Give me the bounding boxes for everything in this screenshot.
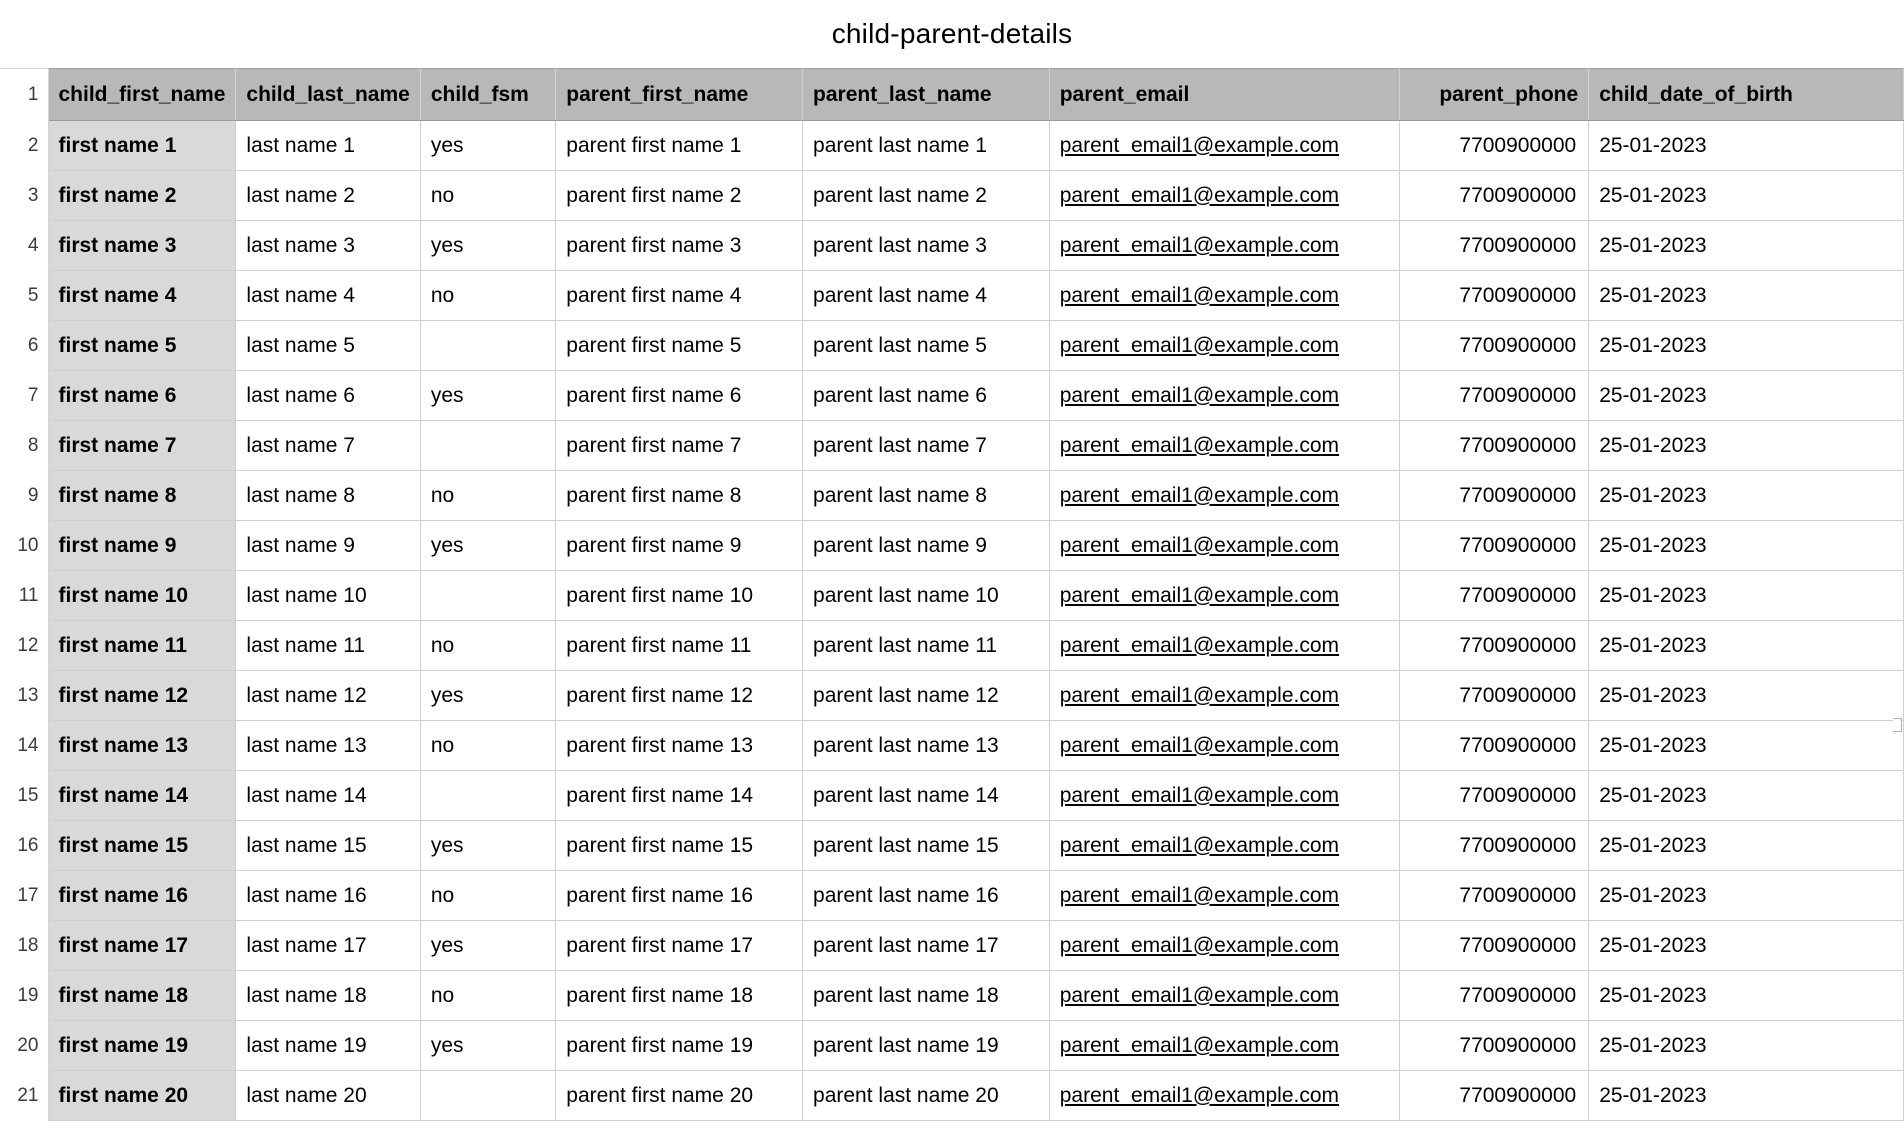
table-row xyxy=(0,271,1904,321)
cell-parent-first-name[interactable]: parent first name 5 xyxy=(556,321,803,371)
cell-parent-phone[interactable]: 7700900000 xyxy=(1400,271,1589,321)
table-row xyxy=(0,571,1904,621)
email-link[interactable]: parent_email1@example.com xyxy=(1059,633,1340,657)
cell-child-last-name[interactable]: last name 11 xyxy=(236,621,420,671)
table-row xyxy=(0,971,1904,1021)
cell-child-first-name[interactable]: first name 16 xyxy=(48,871,236,921)
cell-child-last-name[interactable]: last name 20 xyxy=(236,1071,420,1121)
row-number[interactable]: 3 xyxy=(0,171,48,221)
cell-child-date-of-birth[interactable]: 25-01-2023 xyxy=(1589,971,1904,1021)
cell-parent-last-name[interactable]: parent last name 17 xyxy=(803,921,1050,971)
column-header-parent-first-name[interactable]: parent_first_name xyxy=(556,69,803,121)
column-header-child-date-of-birth[interactable]: child_date_of_birth xyxy=(1589,69,1904,121)
cell-parent-last-name[interactable]: parent last name 3 xyxy=(803,221,1050,271)
table-row xyxy=(0,921,1904,971)
cell-child-date-of-birth[interactable]: 25-01-2023 xyxy=(1589,421,1904,471)
cell-child-date-of-birth[interactable]: 25-01-2023 xyxy=(1589,471,1904,521)
email-link[interactable]: parent_email1@example.com xyxy=(1059,983,1340,1007)
cell-child-fsm[interactable] xyxy=(420,1071,555,1121)
cell-parent-first-name[interactable]: parent first name 7 xyxy=(556,421,803,471)
cell-child-fsm[interactable]: yes xyxy=(420,921,555,971)
table-row xyxy=(0,771,1904,821)
cell-child-last-name[interactable]: last name 1 xyxy=(236,121,420,171)
email-link[interactable]: parent_email1@example.com xyxy=(1059,233,1340,257)
cell-parent-last-name[interactable]: parent last name 13 xyxy=(803,721,1050,771)
cell-child-first-name[interactable]: first name 17 xyxy=(48,921,236,971)
cell-parent-last-name[interactable]: parent last name 2 xyxy=(803,171,1050,221)
cell-parent-phone[interactable]: 7700900000 xyxy=(1400,121,1589,171)
row-number[interactable]: 5 xyxy=(0,271,48,321)
data-table xyxy=(0,68,1904,1121)
table-row xyxy=(0,471,1904,521)
cell-child-first-name[interactable]: first name 12 xyxy=(48,671,236,721)
cell-parent-phone[interactable]: 7700900000 xyxy=(1400,1021,1589,1071)
cell-child-date-of-birth[interactable]: 25-01-2023 xyxy=(1589,321,1904,371)
cell-parent-phone[interactable]: 7700900000 xyxy=(1400,371,1589,421)
cell-child-last-name[interactable]: last name 3 xyxy=(236,221,420,271)
table-row xyxy=(0,421,1904,471)
cell-child-first-name[interactable]: first name 20 xyxy=(48,1071,236,1121)
cell-child-fsm[interactable]: yes xyxy=(420,521,555,571)
row-number[interactable]: 19 xyxy=(0,971,48,1021)
cell-parent-first-name[interactable]: parent first name 17 xyxy=(556,921,803,971)
cell-parent-first-name[interactable]: parent first name 2 xyxy=(556,171,803,221)
cell-parent-last-name[interactable]: parent last name 16 xyxy=(803,871,1050,921)
cell-child-first-name[interactable]: first name 3 xyxy=(48,221,236,271)
row-number[interactable]: 7 xyxy=(0,371,48,421)
cell-child-last-name[interactable]: last name 17 xyxy=(236,921,420,971)
cell-parent-phone[interactable]: 7700900000 xyxy=(1400,571,1589,621)
cell-child-first-name[interactable]: first name 10 xyxy=(48,571,236,621)
cell-parent-email[interactable] xyxy=(1049,121,1399,171)
cell-child-first-name[interactable]: first name 4 xyxy=(48,271,236,321)
cell-parent-first-name[interactable]: parent first name 3 xyxy=(556,221,803,271)
cell-parent-email[interactable] xyxy=(1049,521,1399,571)
cell-parent-first-name[interactable]: parent first name 8 xyxy=(556,471,803,521)
cell-child-date-of-birth[interactable]: 25-01-2023 xyxy=(1589,721,1904,771)
email-link[interactable]: parent_email1@example.com xyxy=(1059,483,1340,507)
email-link[interactable]: parent_email1@example.com xyxy=(1059,383,1340,407)
row-number[interactable]: 11 xyxy=(0,571,48,621)
cell-parent-phone[interactable]: 7700900000 xyxy=(1400,621,1589,671)
cell-child-last-name[interactable]: last name 16 xyxy=(236,871,420,921)
table-row xyxy=(0,1021,1904,1071)
column-header-child-fsm[interactable]: child_fsm xyxy=(420,69,555,121)
cell-parent-email[interactable] xyxy=(1049,971,1399,1021)
row-number[interactable]: 15 xyxy=(0,771,48,821)
cell-child-fsm[interactable] xyxy=(420,571,555,621)
table-row xyxy=(0,171,1904,221)
cell-child-first-name[interactable]: first name 9 xyxy=(48,521,236,571)
email-link[interactable]: parent_email1@example.com xyxy=(1059,1083,1340,1107)
email-link[interactable]: parent_email1@example.com xyxy=(1059,283,1340,307)
cell-child-first-name[interactable]: first name 14 xyxy=(48,771,236,821)
row-number[interactable]: 1 xyxy=(0,69,48,121)
email-link[interactable]: parent_email1@example.com xyxy=(1059,333,1340,357)
email-link[interactable]: parent_email1@example.com xyxy=(1059,933,1340,957)
cell-parent-email[interactable] xyxy=(1049,571,1399,621)
email-link[interactable]: parent_email1@example.com xyxy=(1059,433,1340,457)
cell-parent-last-name[interactable]: parent last name 10 xyxy=(803,571,1050,621)
cell-child-last-name[interactable]: last name 5 xyxy=(236,321,420,371)
cell-parent-last-name[interactable]: parent last name 12 xyxy=(803,671,1050,721)
cell-parent-last-name[interactable]: parent last name 19 xyxy=(803,1021,1050,1071)
cell-child-first-name[interactable]: first name 6 xyxy=(48,371,236,421)
cell-parent-last-name[interactable]: parent last name 20 xyxy=(803,1071,1050,1121)
cell-parent-first-name[interactable]: parent first name 13 xyxy=(556,721,803,771)
cell-child-last-name[interactable]: last name 6 xyxy=(236,371,420,421)
cell-child-last-name[interactable]: last name 4 xyxy=(236,271,420,321)
cell-parent-phone[interactable]: 7700900000 xyxy=(1400,521,1589,571)
table-row xyxy=(0,871,1904,921)
email-link[interactable]: parent_email1@example.com xyxy=(1059,733,1340,757)
cell-child-fsm[interactable]: no xyxy=(420,471,555,521)
cell-parent-phone[interactable]: 7700900000 xyxy=(1400,321,1589,371)
cell-child-last-name[interactable]: last name 12 xyxy=(236,671,420,721)
cell-child-date-of-birth[interactable]: 25-01-2023 xyxy=(1589,221,1904,271)
email-link[interactable]: parent_email1@example.com xyxy=(1059,1033,1340,1057)
email-link[interactable]: parent_email1@example.com xyxy=(1059,833,1340,857)
cell-child-fsm[interactable] xyxy=(420,771,555,821)
column-header-parent-email[interactable]: parent_email xyxy=(1049,69,1399,121)
column-resize-handle[interactable] xyxy=(1893,718,1902,732)
cell-parent-last-name[interactable]: parent last name 15 xyxy=(803,821,1050,871)
cell-child-first-name[interactable]: first name 11 xyxy=(48,621,236,671)
cell-child-last-name[interactable]: last name 8 xyxy=(236,471,420,521)
table-body xyxy=(0,121,1904,1121)
table-row xyxy=(0,371,1904,421)
cell-child-last-name[interactable]: last name 15 xyxy=(236,821,420,871)
cell-child-date-of-birth[interactable]: 25-01-2023 xyxy=(1589,671,1904,721)
cell-child-date-of-birth[interactable]: 25-01-2023 xyxy=(1589,571,1904,621)
cell-parent-last-name[interactable]: parent last name 1 xyxy=(803,121,1050,171)
cell-parent-last-name[interactable]: parent last name 14 xyxy=(803,771,1050,821)
row-number[interactable]: 12 xyxy=(0,621,48,671)
cell-child-fsm[interactable]: no xyxy=(420,171,555,221)
cell-parent-email[interactable] xyxy=(1049,1021,1399,1071)
cell-parent-email[interactable] xyxy=(1049,221,1399,271)
table-row xyxy=(0,521,1904,571)
row-number[interactable]: 18 xyxy=(0,921,48,971)
cell-parent-phone[interactable]: 7700900000 xyxy=(1400,171,1589,221)
cell-parent-phone[interactable]: 7700900000 xyxy=(1400,871,1589,921)
row-number[interactable]: 20 xyxy=(0,1021,48,1071)
cell-parent-email[interactable] xyxy=(1049,771,1399,821)
cell-child-fsm[interactable]: no xyxy=(420,621,555,671)
cell-parent-email[interactable] xyxy=(1049,371,1399,421)
row-number[interactable]: 16 xyxy=(0,821,48,871)
cell-parent-phone[interactable]: 7700900000 xyxy=(1400,471,1589,521)
table-header-row xyxy=(0,69,1904,121)
cell-child-date-of-birth[interactable]: 25-01-2023 xyxy=(1589,371,1904,421)
cell-child-date-of-birth[interactable]: 25-01-2023 xyxy=(1589,121,1904,171)
cell-child-last-name[interactable]: last name 14 xyxy=(236,771,420,821)
cell-parent-first-name[interactable]: parent first name 9 xyxy=(556,521,803,571)
cell-parent-email[interactable] xyxy=(1049,271,1399,321)
cell-parent-email[interactable] xyxy=(1049,321,1399,371)
cell-child-fsm[interactable]: yes xyxy=(420,121,555,171)
cell-child-first-name[interactable]: first name 2 xyxy=(48,171,236,221)
table-row xyxy=(0,121,1904,171)
cell-parent-first-name[interactable]: parent first name 12 xyxy=(556,671,803,721)
row-number[interactable]: 10 xyxy=(0,521,48,571)
cell-child-date-of-birth[interactable]: 25-01-2023 xyxy=(1589,821,1904,871)
row-number[interactable]: 9 xyxy=(0,471,48,521)
row-number[interactable]: 17 xyxy=(0,871,48,921)
row-number[interactable]: 4 xyxy=(0,221,48,271)
cell-parent-email[interactable] xyxy=(1049,721,1399,771)
email-link[interactable]: parent_email1@example.com xyxy=(1059,533,1340,557)
cell-child-last-name[interactable]: last name 10 xyxy=(236,571,420,621)
cell-child-fsm[interactable]: no xyxy=(420,971,555,1021)
cell-parent-first-name[interactable]: parent first name 11 xyxy=(556,621,803,671)
table-row xyxy=(0,321,1904,371)
table-row xyxy=(0,721,1904,771)
row-number[interactable]: 13 xyxy=(0,671,48,721)
cell-parent-first-name[interactable]: parent first name 10 xyxy=(556,571,803,621)
cell-child-fsm[interactable]: yes xyxy=(420,671,555,721)
cell-child-fsm[interactable]: yes xyxy=(420,1021,555,1071)
cell-parent-last-name[interactable]: parent last name 9 xyxy=(803,521,1050,571)
cell-child-first-name[interactable]: first name 15 xyxy=(48,821,236,871)
cell-parent-phone[interactable]: 7700900000 xyxy=(1400,921,1589,971)
cell-parent-last-name[interactable]: parent last name 7 xyxy=(803,421,1050,471)
cell-parent-phone[interactable]: 7700900000 xyxy=(1400,721,1589,771)
cell-parent-phone[interactable]: 7700900000 xyxy=(1400,1071,1589,1121)
table-row xyxy=(0,221,1904,271)
cell-parent-phone[interactable]: 7700900000 xyxy=(1400,971,1589,1021)
cell-child-first-name[interactable]: first name 19 xyxy=(48,1021,236,1071)
cell-child-first-name[interactable]: first name 13 xyxy=(48,721,236,771)
cell-parent-first-name[interactable]: parent first name 16 xyxy=(556,871,803,921)
cell-parent-email[interactable] xyxy=(1049,821,1399,871)
row-number[interactable]: 8 xyxy=(0,421,48,471)
cell-parent-email[interactable] xyxy=(1049,871,1399,921)
row-number[interactable]: 21 xyxy=(0,1071,48,1121)
cell-parent-phone[interactable]: 7700900000 xyxy=(1400,671,1589,721)
column-header-parent-last-name[interactable]: parent_last_name xyxy=(803,69,1050,121)
cell-parent-first-name[interactable]: parent first name 14 xyxy=(556,771,803,821)
cell-child-first-name[interactable]: first name 5 xyxy=(48,321,236,371)
cell-parent-first-name[interactable]: parent first name 6 xyxy=(556,371,803,421)
cell-parent-email[interactable] xyxy=(1049,671,1399,721)
cell-parent-last-name[interactable]: parent last name 4 xyxy=(803,271,1050,321)
cell-parent-phone[interactable]: 7700900000 xyxy=(1400,771,1589,821)
cell-parent-first-name[interactable]: parent first name 4 xyxy=(556,271,803,321)
cell-parent-first-name[interactable]: parent first name 15 xyxy=(556,821,803,871)
cell-parent-last-name[interactable]: parent last name 6 xyxy=(803,371,1050,421)
cell-child-date-of-birth[interactable]: 25-01-2023 xyxy=(1589,171,1904,221)
cell-child-date-of-birth[interactable]: 25-01-2023 xyxy=(1589,521,1904,571)
column-header-child-first-name[interactable]: child_first_name xyxy=(48,69,236,121)
cell-parent-email[interactable] xyxy=(1049,621,1399,671)
cell-child-date-of-birth[interactable]: 25-01-2023 xyxy=(1589,1071,1904,1121)
table-row xyxy=(0,621,1904,671)
table-row xyxy=(0,1071,1904,1121)
row-number[interactable]: 2 xyxy=(0,121,48,171)
cell-child-last-name[interactable]: last name 9 xyxy=(236,521,420,571)
cell-child-last-name[interactable]: last name 13 xyxy=(236,721,420,771)
column-header-child-last-name[interactable]: child_last_name xyxy=(236,69,420,121)
cell-child-first-name[interactable]: first name 8 xyxy=(48,471,236,521)
cell-child-first-name[interactable]: first name 18 xyxy=(48,971,236,1021)
cell-child-fsm[interactable]: yes xyxy=(420,221,555,271)
email-link[interactable]: parent_email1@example.com xyxy=(1059,583,1340,607)
cell-parent-phone[interactable]: 7700900000 xyxy=(1400,421,1589,471)
email-link[interactable]: parent_email1@example.com xyxy=(1059,883,1340,907)
email-link[interactable]: parent_email1@example.com xyxy=(1059,133,1340,157)
cell-child-date-of-birth[interactable]: 25-01-2023 xyxy=(1589,871,1904,921)
cell-parent-phone[interactable]: 7700900000 xyxy=(1400,821,1589,871)
cell-child-date-of-birth[interactable]: 25-01-2023 xyxy=(1589,921,1904,971)
email-link[interactable]: parent_email1@example.com xyxy=(1059,183,1340,207)
cell-parent-first-name[interactable]: parent first name 1 xyxy=(556,121,803,171)
cell-child-last-name[interactable]: last name 19 xyxy=(236,1021,420,1071)
cell-child-fsm[interactable]: yes xyxy=(420,821,555,871)
cell-child-fsm[interactable] xyxy=(420,321,555,371)
cell-child-first-name[interactable]: first name 1 xyxy=(48,121,236,171)
cell-child-date-of-birth[interactable]: 25-01-2023 xyxy=(1589,621,1904,671)
cell-parent-email[interactable] xyxy=(1049,171,1399,221)
email-link[interactable]: parent_email1@example.com xyxy=(1059,683,1340,707)
cell-child-last-name[interactable]: last name 18 xyxy=(236,971,420,1021)
cell-child-last-name[interactable]: last name 2 xyxy=(236,171,420,221)
cell-parent-email[interactable] xyxy=(1049,421,1399,471)
cell-child-first-name[interactable]: first name 7 xyxy=(48,421,236,471)
cell-child-date-of-birth[interactable]: 25-01-2023 xyxy=(1589,1021,1904,1071)
cell-parent-email[interactable] xyxy=(1049,921,1399,971)
email-link[interactable]: parent_email1@example.com xyxy=(1059,783,1340,807)
page-title: child-parent-details xyxy=(831,18,1073,49)
cell-child-fsm[interactable] xyxy=(420,421,555,471)
row-number[interactable]: 6 xyxy=(0,321,48,371)
cell-child-fsm[interactable]: no xyxy=(420,271,555,321)
cell-parent-first-name[interactable]: parent first name 20 xyxy=(556,1071,803,1121)
cell-parent-email[interactable] xyxy=(1049,471,1399,521)
cell-parent-last-name[interactable]: parent last name 11 xyxy=(803,621,1050,671)
table-row xyxy=(0,821,1904,871)
table-row xyxy=(0,671,1904,721)
cell-child-fsm[interactable]: yes xyxy=(420,371,555,421)
cell-parent-last-name[interactable]: parent last name 5 xyxy=(803,321,1050,371)
cell-parent-first-name[interactable]: parent first name 19 xyxy=(556,1021,803,1071)
cell-child-date-of-birth[interactable]: 25-01-2023 xyxy=(1589,271,1904,321)
cell-parent-first-name[interactable]: parent first name 18 xyxy=(556,971,803,1021)
cell-child-fsm[interactable]: no xyxy=(420,871,555,921)
cell-parent-email[interactable] xyxy=(1049,1071,1399,1121)
row-number[interactable]: 14 xyxy=(0,721,48,771)
cell-parent-last-name[interactable]: parent last name 18 xyxy=(803,971,1050,1021)
cell-parent-phone[interactable]: 7700900000 xyxy=(1400,221,1589,271)
cell-child-fsm[interactable]: no xyxy=(420,721,555,771)
cell-parent-last-name[interactable]: parent last name 8 xyxy=(803,471,1050,521)
cell-child-last-name[interactable]: last name 7 xyxy=(236,421,420,471)
column-header-parent-phone[interactable]: parent_phone xyxy=(1400,69,1589,121)
cell-child-date-of-birth[interactable]: 25-01-2023 xyxy=(1589,771,1904,821)
